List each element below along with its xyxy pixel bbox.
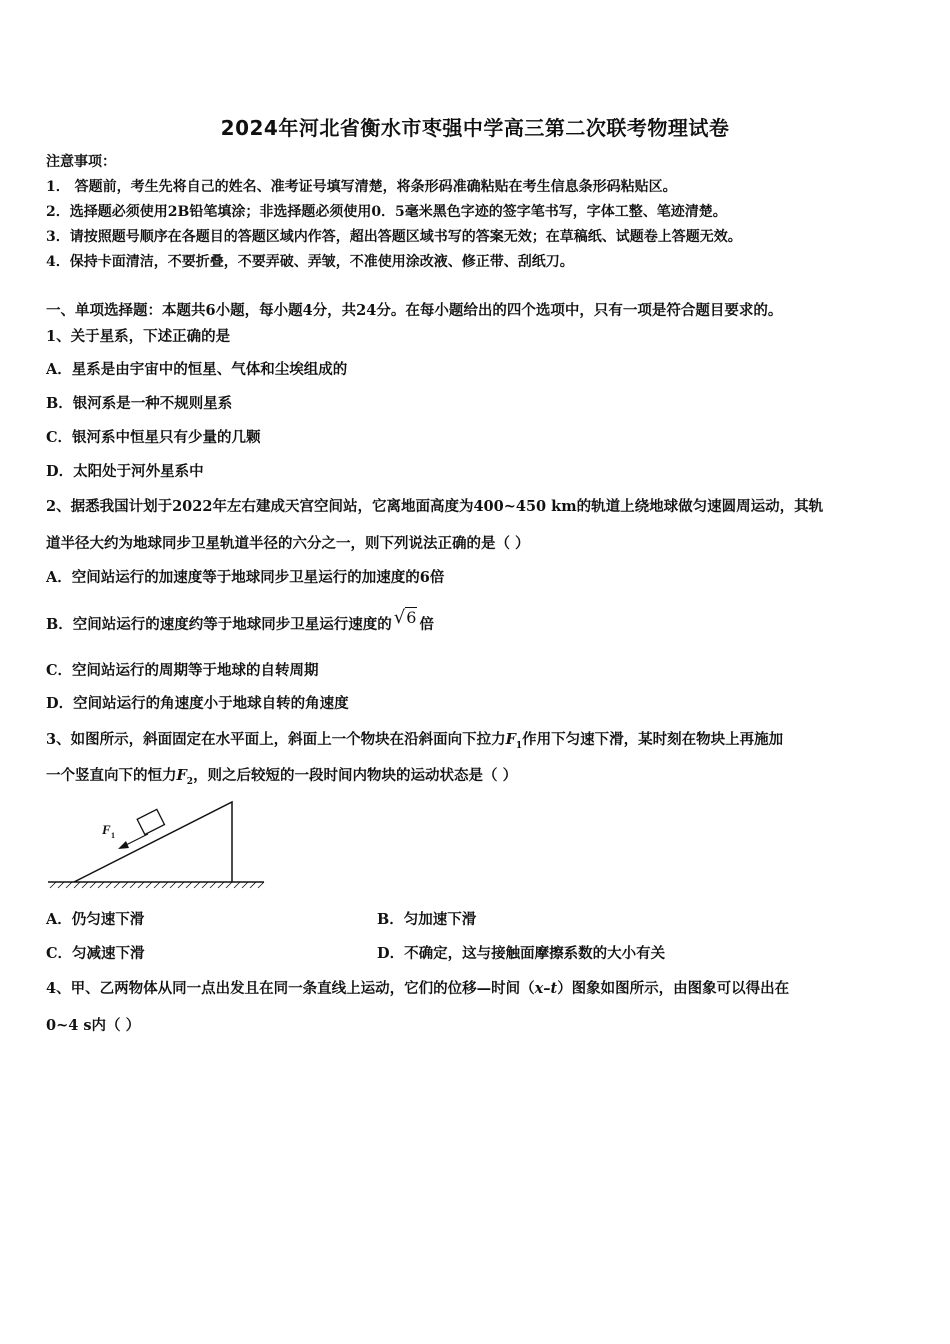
sqrt-argument: 6 <box>406 608 417 627</box>
option-b-text: B．空间站运行的速度约等于地球同步卫星运行速度的 <box>46 616 392 633</box>
question-1-option-a: A．星系是由宇宙中的恒星、气体和尘埃组成的 <box>46 361 348 378</box>
stem-text: ）图象如图所示，由图象可以得出在 <box>557 980 790 997</box>
question-1-option-c: C．银河系中恒星只有少量的几颗 <box>46 429 261 446</box>
force-symbol: F <box>505 731 516 748</box>
section-heading: 一、单项选择题：本题共6小题，每小题4分，共24分。在每小题给出的四个选项中，只有一项是符合题目要求的。 <box>46 302 783 319</box>
incline-figure <box>44 800 269 892</box>
question-1-option-d: D．太阳处于河外星系中 <box>46 463 204 480</box>
force-symbol: F <box>176 767 187 784</box>
force-arrow-line <box>124 834 148 846</box>
notice-item: 2．选择题必须使用2B铅笔填涂；非选择题必须使用0．5毫米黑色字迹的签字笔书写，字体工整、笔迹清楚。 <box>46 204 727 220</box>
question-1-option-b: B．银河系是一种不规则星系 <box>46 395 233 412</box>
question-3-option-a: A．仍匀速下滑 <box>46 911 145 928</box>
figure-force-subscript: 1 <box>111 831 115 840</box>
force-subscript: 2 <box>186 776 194 787</box>
stem-text: 3、如图所示，斜面固定在水平面上，斜面上一个物块在沿斜面向下拉力 <box>46 731 506 748</box>
stem-text: 4、甲、乙两物体从同一点出发且在同一条直线上运动，它们的位移—时间（ <box>46 980 535 997</box>
block <box>137 809 164 834</box>
stem-text: 作用下匀速下滑，某时刻在物块上再施加 <box>522 731 784 748</box>
question-3-stem-cont <box>46 766 517 792</box>
force-subscript: 1 <box>515 740 523 751</box>
force-arrow-head <box>118 841 129 849</box>
figure-force-label: F <box>102 822 111 837</box>
sqrt-expression <box>394 608 418 628</box>
question-3-option-d: D．不确定，这与接触面摩擦系数的大小有关 <box>377 945 666 962</box>
notice-item: 4．保持卡面清洁，不要折叠，不要弄破、弄皱，不准使用涂改液、修正带、刮纸刀。 <box>46 254 574 270</box>
question-2-option-d: D．空间站运行的角速度小于地球自转的角速度 <box>46 695 349 712</box>
question-3-option-b: B．匀加速下滑 <box>377 911 477 928</box>
page-title: 2024年河北省衡水市枣强中学高三第二次联考物理试卷 <box>220 116 730 140</box>
question-2-option-c: C．空间站运行的周期等于地球的自转周期 <box>46 662 319 679</box>
question-2-option-a: A．空间站运行的加速度等于地球同步卫星运行的加速度的6倍 <box>46 569 445 586</box>
question-4-stem <box>46 979 789 999</box>
ground-hatching <box>50 882 264 888</box>
graph-variables: x–t <box>534 980 558 997</box>
question-3-option-c: C．匀减速下滑 <box>46 945 145 962</box>
question-3-stem <box>46 730 783 756</box>
notice-item: 3．请按照题号顺序在各题目的答题区域内作答，超出答题区域书写的答案无效；在草稿纸、试题卷上答题无效。 <box>46 229 742 245</box>
stem-text: ，则之后较短的一段时间内物块的运动状态是（ ） <box>193 767 518 784</box>
notice-heading: 注意事项： <box>46 154 116 170</box>
sqrt-sign: √ <box>393 607 406 628</box>
question-1-stem: 1、关于星系，下述正确的是 <box>46 328 231 345</box>
stem-text: 一个竖直向下的恒力 <box>46 767 177 784</box>
option-b-suffix: 倍 <box>419 616 434 633</box>
incline-diagram <box>44 800 269 892</box>
question-2-stem-cont: 道半径大约为地球同步卫星轨道半径的六分之一，则下列说法正确的是（ ） <box>46 535 530 552</box>
question-4-stem-cont: 0~4 s内（ ） <box>46 1017 141 1034</box>
question-2-option-b <box>46 607 434 635</box>
notice-item: 1． 答题前，考生先将自己的姓名、准考证号填写清楚，将条形码准确粘贴在考生信息条形码粘贴区。 <box>46 179 677 195</box>
question-2-stem: 2、据悉我国计划于2022年左右建成天宫空间站，它离地面高度为400~450 km的轨道上绕地球做匀速圆周运动，其轨 <box>46 498 824 515</box>
